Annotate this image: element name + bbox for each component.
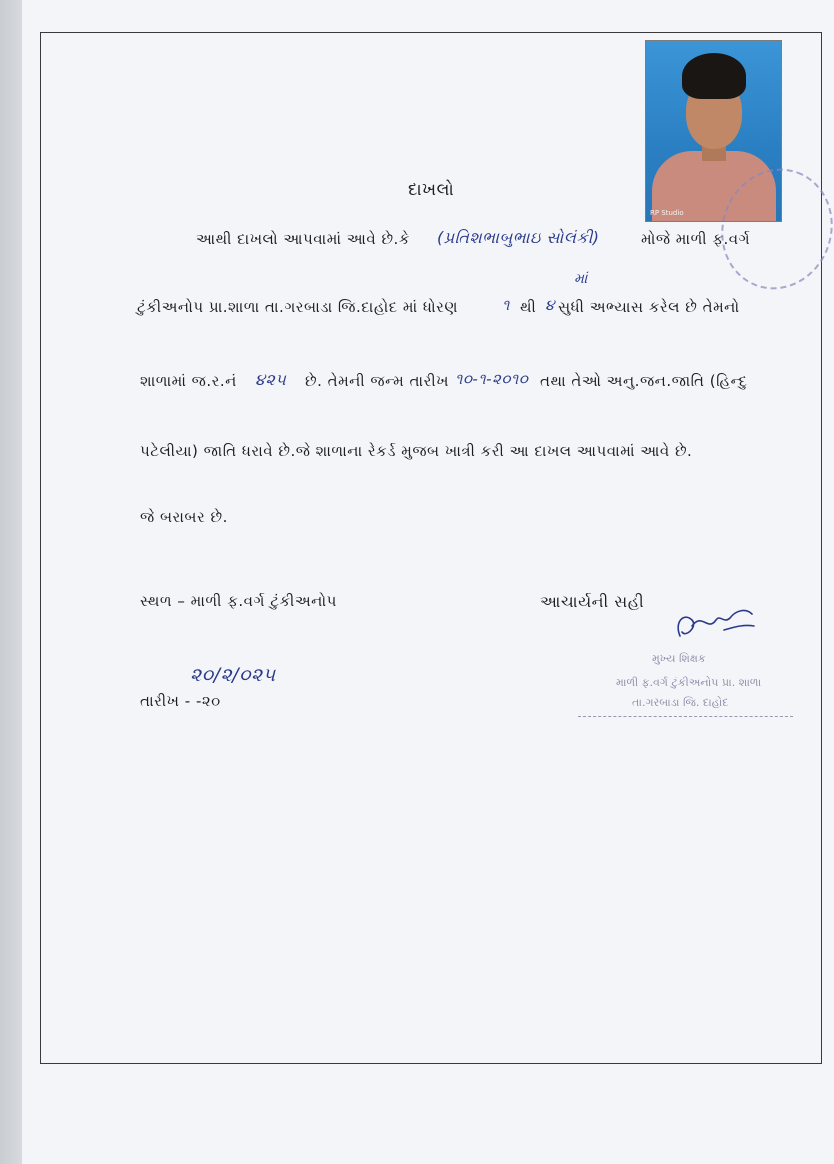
std-from: ૧ <box>502 296 510 314</box>
principal-signature <box>672 602 757 648</box>
line2-text-b: થી <box>520 298 537 316</box>
stamp-line3: તા.ગરબાડા જિ. દાહોદ <box>632 696 729 709</box>
line3-text-b: છે. તેમની જન્મ તારીખ <box>305 372 449 390</box>
date-of-birth: ૧૦-૧-૨૦૧૦ <box>455 370 529 388</box>
date-label: તારીખ - -૨૦ <box>140 692 221 710</box>
student-name-handwritten: (પ્રતિશભાબુભાઇ સોલંકી) <box>437 228 600 247</box>
gr-number: ૪૨૫ <box>255 370 287 389</box>
photo-caption: RP Studio <box>650 209 684 217</box>
line3-text-c: તથા તેઓ અનુ.જન.જાતિ (હિન્દુ <box>540 372 748 390</box>
stamp-underline <box>578 716 793 717</box>
stamp-line1: મુખ્ય શિક્ષક <box>652 652 706 665</box>
line4-text: પટેલીયા) જાતિ ધરાવે છે.જે શાળાના રેકર્ડ મુજબ ખાત્રી કરી આ દાખલ આપવામાં આવે છે. <box>140 442 693 460</box>
insert-above: માં <box>574 271 588 287</box>
date-handwritten: ૨૦/૨/૦૨૫ <box>190 664 276 686</box>
line5-text: જે બરાબર છે. <box>140 508 228 526</box>
line2-text-c: સુધી અભ્યાસ કરેલ છે તેમનો <box>558 298 740 316</box>
line1-text-a: આથી દાખલો આપવામાં આવે છે.કે <box>196 230 410 248</box>
std-to: ૪ <box>545 296 555 314</box>
certificate-title: દાખલો <box>408 180 455 200</box>
stamp-line2: માળી ફ.વર્ગ ટુંકીઅનોપ પ્રા. શાળા <box>616 676 762 689</box>
line3-text-a: શાળામાં જ.ર.નં <box>140 372 237 390</box>
line2-text-a: ટુંકીઅનોપ પ્રા.શાળા તા.ગરબાડા જિ.દાહોદ માં ધોરણ <box>137 298 459 316</box>
principal-sign-label: આચાર્યની સહી <box>540 592 645 611</box>
line1-text-b: મોજે માળી ફ.વર્ગ <box>641 230 751 248</box>
place-label: સ્થળ – માળી ફ.વર્ગ ટુંકીઅનોપ <box>140 592 337 610</box>
